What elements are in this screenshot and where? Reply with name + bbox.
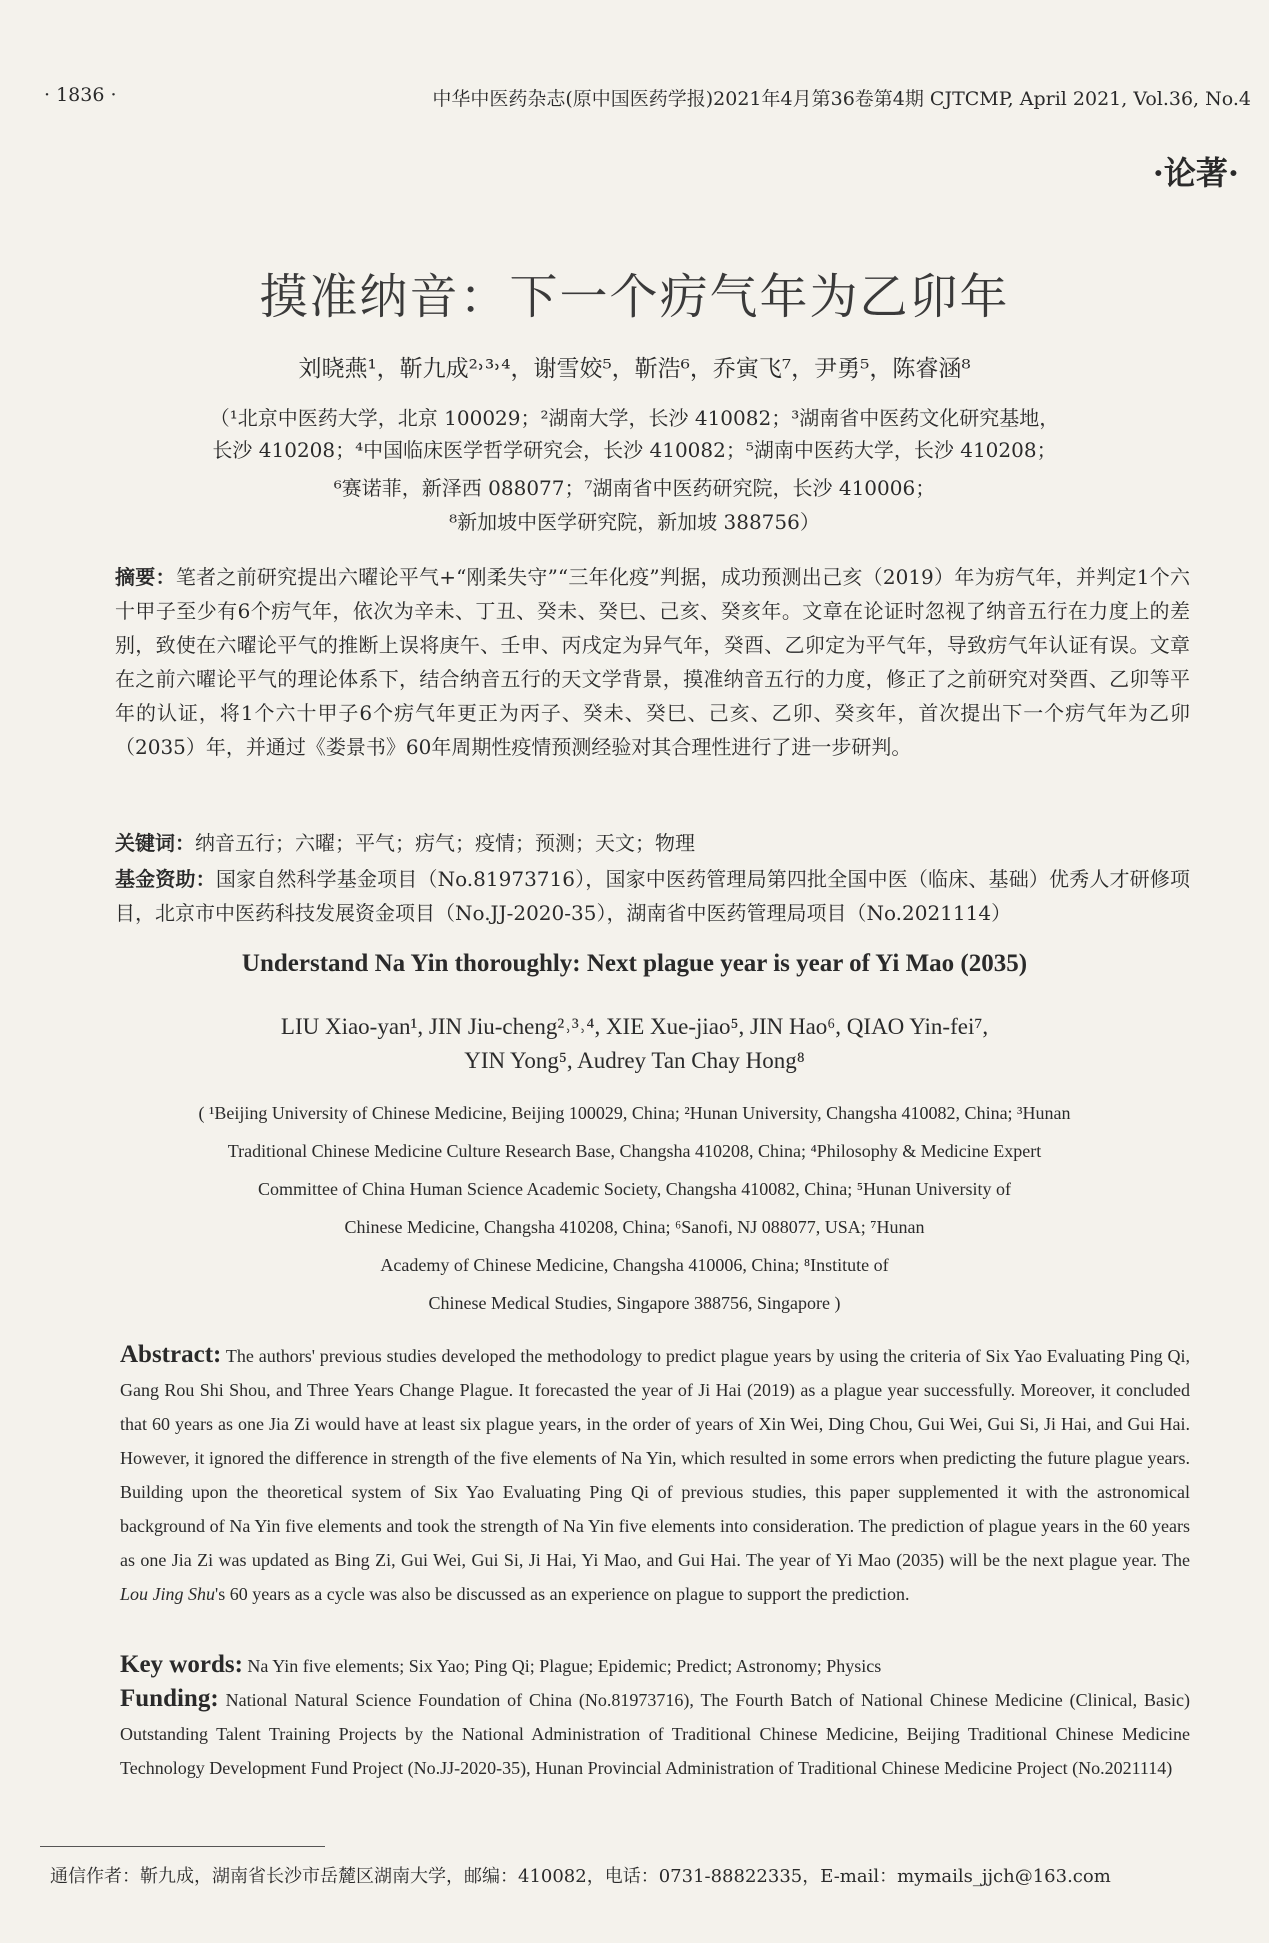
chinese-keywords [115, 826, 1190, 860]
running-header [44, 84, 1251, 114]
english-affiliation-line: ( ¹Beijing University of Chinese Medicine, Beijing 100029, China; ²Hunan University, Changsha 410082, China; ³Hunan [198, 1103, 1071, 1123]
english-funding [120, 1682, 1190, 1785]
chinese-keywords-label: 关键词： [115, 831, 195, 855]
english-affiliation-line: Traditional Chinese Medicine Culture Research Base, Changsha 410208, China; ⁴Philosophy & Medicine Expert [227, 1141, 1042, 1161]
chinese-affiliation-line: ⁶赛诺菲，新泽西 088077；⁷湖南省中医药研究院，长沙 410006； [333, 476, 936, 500]
chinese-affiliation-line: （¹北京中医药大学，北京 100029；²湖南大学，长沙 410082；³湖南省中医药文化研究基地， [209, 406, 1060, 430]
chinese-abstract [115, 560, 1190, 764]
page-number: · 1836 · [44, 84, 117, 106]
journal-citation: 中华中医药杂志(原中国医药学报)2021年4月第36卷第4期 CJTCMP, April 2021, Vol.36, No.4 [432, 88, 1251, 110]
english-affiliation-line: Chinese Medicine, Changsha 410208, China; ⁶Sanofi, NJ 088077, USA; ⁷Hunan [344, 1217, 925, 1237]
chinese-affiliation-line: 长沙 410208；⁴中国临床医学哲学研究会，长沙 410082；⁵湖南中医药大学，长沙 410208； [212, 438, 1057, 462]
english-keywords-text: Na Yin five elements; Six Yao; Ping Qi; Plague; Epidemic; Predict; Astronomy; Physics [247, 1656, 882, 1676]
english-authors [0, 1010, 1269, 1078]
english-authors-line: YIN Yong⁵, Audrey Tan Chay Hong⁸ [464, 1048, 805, 1073]
english-title: Understand Na Yin thoroughly: Next plague year is year of Yi Mao (2035) [241, 950, 1028, 977]
correspondence-footnote: 通信作者：靳九成，湖南省长沙市岳麓区湖南大学，邮编：410082，电话：0731-88822335，E-mail：mymails_jjch@163.com [50, 1866, 1111, 1887]
chinese-funding-text: 国家自然科学基金项目（No.81973716），国家中医药管理局第四批全国中医（临床、基础）优秀人才研修项目，北京市中医药科技发展资金项目（No.JJ-2020-35），湖南省中医药管理局项目（No.2021114） [115, 867, 1191, 925]
chinese-abstract-text: 笔者之前研究提出六曜论平气+“刚柔失守”“三年化疫”判据，成功预测出己亥（2019）年为疠气年，并判定1个六十甲子至少有6个疠气年，依次为辛未、丁丑、癸未、癸巳、己亥、癸亥年。文章在论证时忽视了纳音五行在力度上的差别，致使在六曜论平气的推断上误将庚午、壬申、丙戌定为异气年，癸酉、乙卯定为平气年，导致疠气年认证有误。文章在之前六曜论平气的理论体系下，结合纳音五行的天文学背景，摸准纳音五行的力度，修正了之前研究对癸酉、乙卯等平年的认证，将1个六十甲子6个疠气年更正为丙子、癸未、癸巳、己亥、乙卯、癸亥年，首次提出下一个疠气年为乙卯（2035）年，并通过《娄景书》60年周期性疫情预测经验对其合理性进行了进一步研判。 [115, 565, 1191, 759]
english-abstract-tail: 's 60 years as a cycle was also be discussed as an experience on plague to support the prediction. [215, 1584, 910, 1604]
chinese-affiliation-line: ⁸新加坡中医学研究院，新加坡 388756） [449, 510, 820, 534]
section-tag: ·论著· [1152, 154, 1239, 192]
english-abstract-label: Abstract: [120, 1341, 222, 1368]
chinese-abstract-label: 摘要： [115, 565, 176, 589]
chinese-authors: 刘晓燕¹，靳九成²˒³˒⁴，谢雪姣⁵，靳浩⁶，乔寅飞⁷，尹勇⁵，陈睿涵⁸ [298, 356, 971, 382]
footnote-divider [40, 1846, 325, 1847]
english-funding-label: Funding: [120, 1685, 219, 1712]
chinese-title: 摸准纳音：下一个疠气年为乙卯年 [259, 269, 1010, 325]
english-funding-text: National Natural Science Foundation of China (No.81973716), The Fourth Batch of National Chinese Medicine (Clinical, Basic) Outstanding Talent Training Projects by the National Administration of Traditional Chinese Medicine, Beijing Traditional Chinese Medicine Technology Development Fund Project (No.JJ-2020-35), Hunan Provincial Administration of Traditional Chinese Medicine Project (No.2021114) [120, 1690, 1190, 1778]
chinese-funding-label: 基金资助： [115, 867, 216, 891]
english-abstract [120, 1338, 1190, 1611]
english-authors-line: LIU Xiao-yan¹, JIN Jiu-cheng²˒³˒⁴, XIE Xue-jiao⁵, JIN Hao⁶, QIAO Yin-fei⁷, [280, 1014, 989, 1039]
english-abstract-text: The authors' previous studies developed the methodology to predict plague years by using the criteria of Six Yao Evaluating Ping Qi, Gang Rou Shi Shou, and Three Years Change Plague. It forecasted the year of Ji Hai (2019) as a plague year successfully. Moreover, it concluded that 60 years as one Jia Zi would have at least six plague years, in the order of years of Xin Wei, Ding Chou, Gui Wei, Gui Si, Ji Hai, and Gui Hai. However, it ignored the difference in strength of the five elements of Na Yin, which resulted in some errors when predicting the future plague years. Building upon the theoretical system of Six Yao Evaluating Ping Qi of previous studies, this paper supplemented it with the astronomical background of Na Yin five elements and took the strength of Na Yin five elements into consideration. The prediction of plague years in the 60 years as one Jia Zi was updated as Bing Zi, Gui Wei, Gui Si, Ji Hai, Yi Mao, and Gui Hai. The year of Yi Mao (2035) will be the next plague year. The [120, 1346, 1190, 1570]
english-affiliation-line: Academy of Chinese Medicine, Changsha 410006, China; ⁸Institute of [380, 1255, 889, 1275]
chinese-funding [115, 862, 1190, 930]
english-keywords [120, 1648, 1190, 1683]
english-affiliation-line: Chinese Medical Studies, Singapore 388756, Singapore ) [428, 1293, 841, 1313]
english-affiliation-line: Committee of China Human Science Academic Society, Changsha 410082, China; ⁵Hunan University of [258, 1179, 1011, 1199]
english-keywords-label: Key words: [120, 1651, 243, 1678]
english-abstract-book-title: Lou Jing Shu [120, 1584, 216, 1604]
chinese-keywords-text: 纳音五行；六曜；平气；疠气；疫情；预测；天文；物理 [195, 831, 695, 855]
